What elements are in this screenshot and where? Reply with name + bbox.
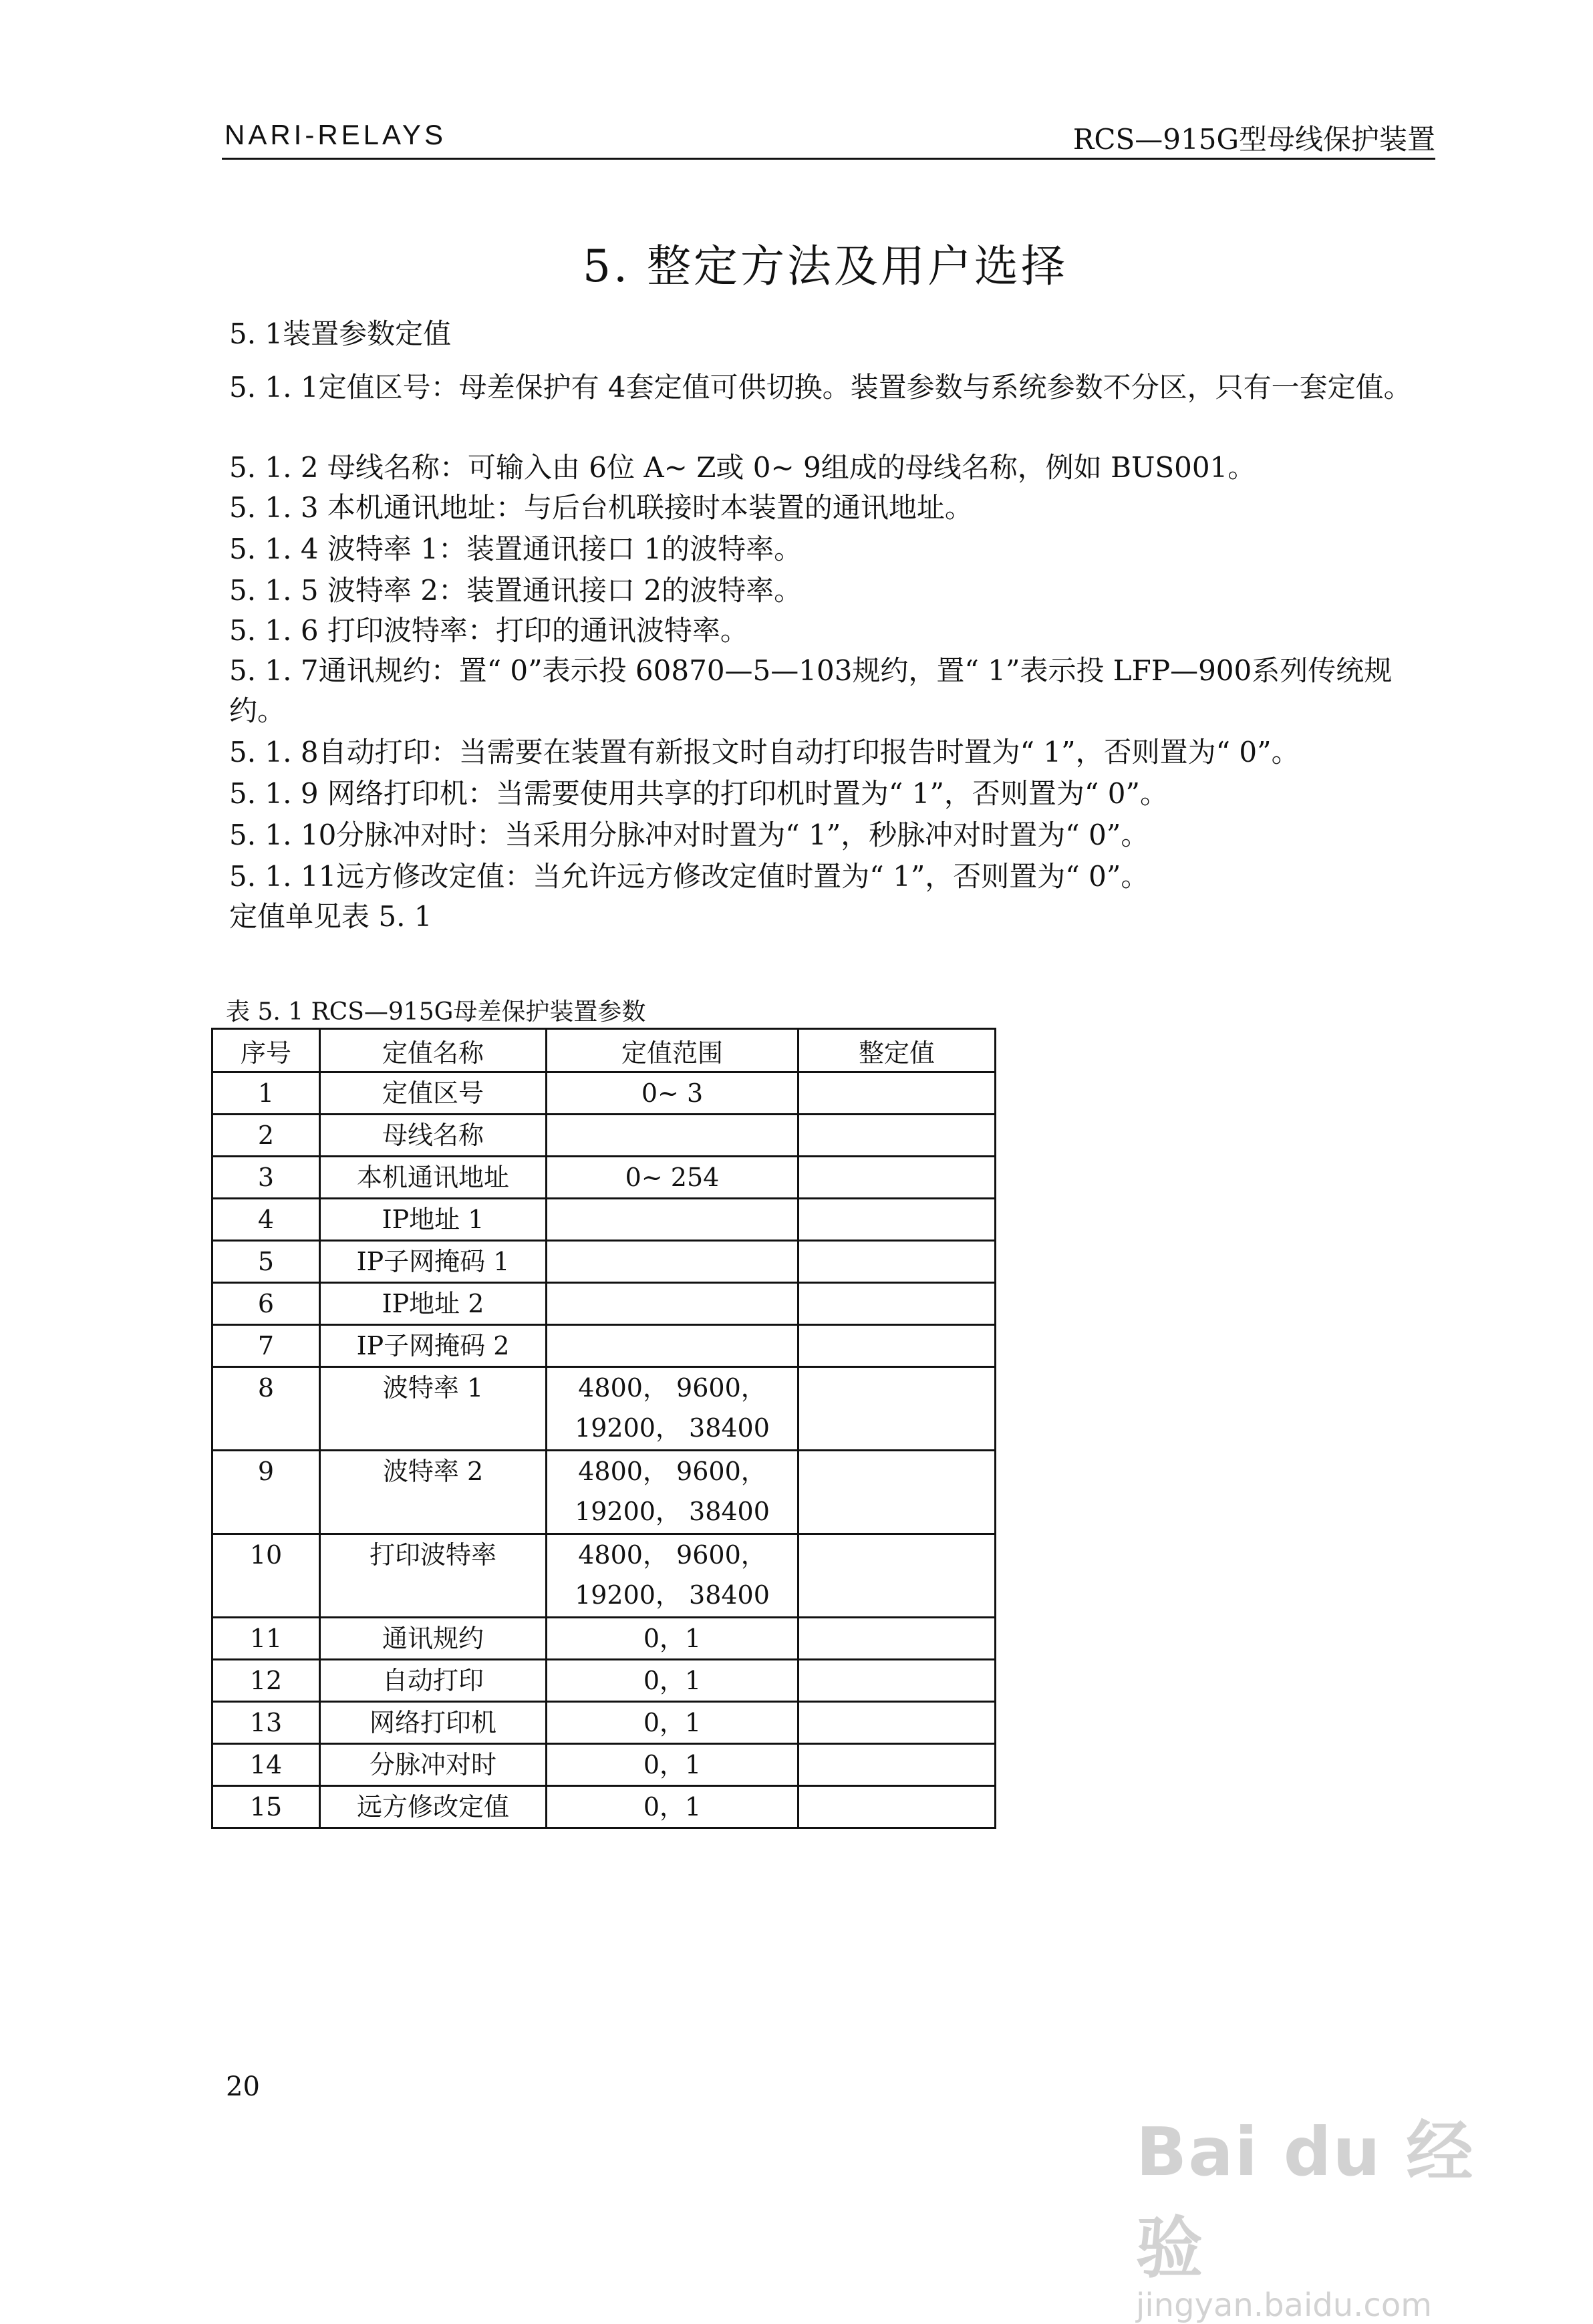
cell-name: 网络打印机: [320, 1702, 547, 1744]
cell-range: 0，1: [547, 1786, 799, 1828]
cell-no: 13: [212, 1702, 320, 1744]
cell-name: 通讯规约: [320, 1618, 547, 1660]
cell-range: [547, 1115, 799, 1157]
cell-range: [547, 1241, 799, 1283]
cell-name: 远方修改定值: [320, 1786, 547, 1828]
cell-value: [799, 1157, 996, 1199]
header-range: 定值范围: [547, 1029, 799, 1072]
cell-range: 0，1: [547, 1618, 799, 1660]
cell-range: [547, 1451, 799, 1534]
range-line-1: 4800， 9600，: [578, 1373, 766, 1403]
paragraph-5-1-6: 5. 1. 6 打印波特率：打印的通讯波特率。: [229, 614, 748, 647]
table-row: [212, 1660, 996, 1702]
table-row: [212, 1451, 996, 1534]
paragraph-5-1-3: 5. 1. 3 本机通讯地址：与后台机联接时本装置的通讯地址。: [229, 491, 973, 524]
cell-no: 2: [212, 1115, 320, 1157]
table-row: [212, 1786, 996, 1828]
cell-value: [799, 1660, 996, 1702]
cell-value: [799, 1618, 996, 1660]
parameter-table: [211, 1028, 996, 1829]
cell-name: 打印波特率: [320, 1534, 547, 1618]
cell-name: 本机通讯地址: [320, 1157, 547, 1199]
cell-value: [799, 1744, 996, 1786]
cell-name: IP地址 2: [320, 1283, 547, 1325]
table-reference: 定值单见表 5. 1: [229, 900, 432, 933]
cell-no: 3: [212, 1157, 320, 1199]
cell-value: [799, 1451, 996, 1534]
cell-range: [547, 1325, 799, 1367]
cell-no: 15: [212, 1786, 320, 1828]
cell-no: 5: [212, 1241, 320, 1283]
header-no: 序号: [212, 1029, 320, 1072]
paragraph-5-1-8: 5. 1. 8自动打印：当需要在装置有新报文时自动打印报告时置为“ 1”，否则置为“ 0”。: [229, 736, 1300, 768]
watermark-logo: Bai du 经验: [1136, 2113, 1475, 2287]
cell-range: [547, 1534, 799, 1618]
paragraph-5-1-5: 5. 1. 5 波特率 2：装置通讯接口 2的波特率。: [229, 574, 803, 607]
header-doc-title: RCS—915G型母线保护装置: [1072, 123, 1435, 156]
cell-name: 定值区号: [320, 1072, 547, 1115]
cell-no: 12: [212, 1660, 320, 1702]
table-row: [212, 1072, 996, 1115]
cell-range: 0，1: [547, 1702, 799, 1744]
table-row: [212, 1283, 996, 1325]
paragraph-5-1-10: 5. 1. 10分脉冲对时：当采用分脉冲对时置为“ 1”，秒脉冲对时置为“ 0”。: [229, 819, 1149, 851]
section-heading: 5. 1装置参数定值: [229, 317, 452, 350]
range-line-1: 4800， 9600，: [578, 1457, 766, 1486]
cell-name: IP地址 1: [320, 1199, 547, 1241]
cell-range: 0~ 254: [547, 1157, 799, 1199]
table-row: [212, 1534, 996, 1618]
range-line-2: 19200， 38400: [575, 1497, 770, 1526]
header-name: 定值名称: [320, 1029, 547, 1072]
cell-name: 波特率 2: [320, 1451, 547, 1534]
header-value: 整定值: [799, 1029, 996, 1072]
page-number: 20: [226, 2071, 260, 2102]
table-row: [212, 1702, 996, 1744]
header-divider: [222, 158, 1435, 160]
table-row: [212, 1241, 996, 1283]
table-row: [212, 1325, 996, 1367]
range-line-2: 19200， 38400: [575, 1413, 770, 1443]
cell-range: [547, 1199, 799, 1241]
cell-value: [799, 1115, 996, 1157]
cell-name: 自动打印: [320, 1660, 547, 1702]
cell-no: 1: [212, 1072, 320, 1115]
table-row: [212, 1115, 996, 1157]
cell-name: 分脉冲对时: [320, 1744, 547, 1786]
paragraph-5-1-1: 5. 1. 1定值区号：母差保护有 4套定值可供切换。装置参数与系统参数不分区，只有一套定值。: [229, 371, 1412, 404]
cell-no: 10: [212, 1534, 320, 1618]
table-header-row: [212, 1029, 996, 1072]
cell-name: IP子网掩码 2: [320, 1325, 547, 1367]
table-row: [212, 1618, 996, 1660]
paragraph-5-1-7: 5. 1. 7通讯规约：置“ 0”表示投 60870—5—103规约，置“ 1”表示投 LFP—900系列传统规约。: [229, 654, 1393, 727]
cell-value: [799, 1367, 996, 1451]
cell-no: 6: [212, 1283, 320, 1325]
table-row: [212, 1199, 996, 1241]
page-title: 5. 整定方法及用户选择: [583, 241, 1068, 292]
cell-range: 0，1: [547, 1660, 799, 1702]
cell-no: 11: [212, 1618, 320, 1660]
cell-name: IP子网掩码 1: [320, 1241, 547, 1283]
cell-no: 7: [212, 1325, 320, 1367]
cell-range: 0~ 3: [547, 1072, 799, 1115]
cell-value: [799, 1199, 996, 1241]
cell-range: [547, 1367, 799, 1451]
cell-no: 4: [212, 1199, 320, 1241]
cell-range: [547, 1283, 799, 1325]
cell-no: 8: [212, 1367, 320, 1451]
cell-no: 9: [212, 1451, 320, 1534]
table-caption: 表 5. 1 RCS—915G母差保护装置参数: [226, 998, 646, 1026]
cell-value: [799, 1325, 996, 1367]
table-row: [212, 1744, 996, 1786]
baidu-watermark: [1136, 2098, 1510, 2324]
cell-value: [799, 1072, 996, 1115]
cell-range: 0，1: [547, 1744, 799, 1786]
range-line-2: 19200， 38400: [575, 1580, 770, 1610]
table-row: [212, 1157, 996, 1199]
paragraph-5-1-11: 5. 1. 11远方修改定值：当允许远方修改定值时置为“ 1”，否则置为“ 0”。: [229, 860, 1149, 893]
table-row: [212, 1367, 996, 1451]
cell-value: [799, 1534, 996, 1618]
paragraph-5-1-9: 5. 1. 9 网络打印机：当需要使用共享的打印机时置为“ 1”，否则置为“ 0”。: [229, 777, 1168, 810]
cell-value: [799, 1241, 996, 1283]
cell-value: [799, 1786, 996, 1828]
cell-value: [799, 1283, 996, 1325]
paragraph-5-1-4: 5. 1. 4 波特率 1：装置通讯接口 1的波特率。: [229, 533, 803, 565]
paragraph-5-1-2: 5. 1. 2 母线名称：可输入由 6位 A~ Z或 0~ 9组成的母线名称，例如 BUS001。: [229, 451, 1256, 484]
range-line-1: 4800， 9600，: [578, 1540, 766, 1570]
cell-name: 母线名称: [320, 1115, 547, 1157]
header-company: NARI-RELAYS: [225, 119, 446, 150]
cell-no: 14: [212, 1744, 320, 1786]
cell-name: 波特率 1: [320, 1367, 547, 1451]
watermark-url: jingyan.baidu.com: [1136, 2287, 1432, 2324]
cell-value: [799, 1702, 996, 1744]
